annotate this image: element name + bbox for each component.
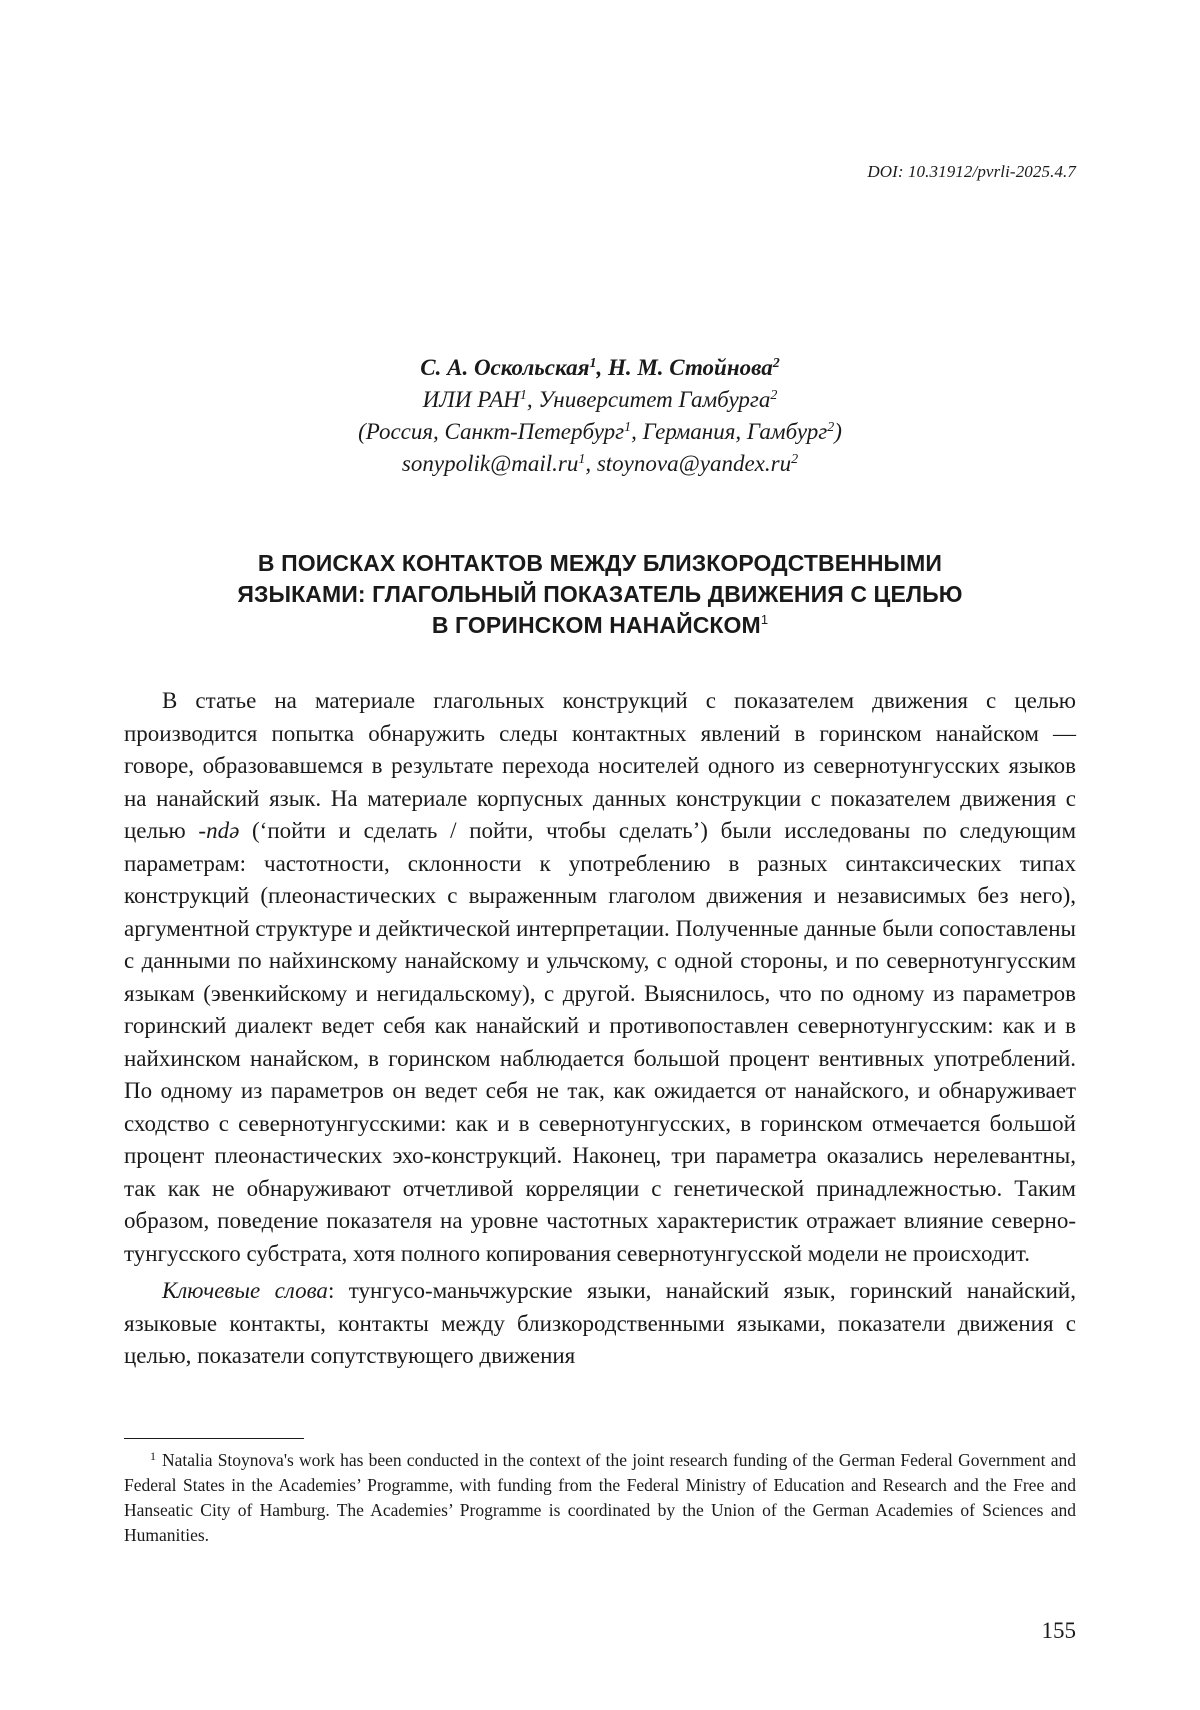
keywords-label: Ключевые слова bbox=[162, 1278, 328, 1303]
affiliation-2: Университет Гамбурга bbox=[538, 387, 771, 412]
footnote-rule bbox=[124, 1438, 304, 1439]
footnote bbox=[124, 1448, 1076, 1548]
affiliation-1: ИЛИ РАН bbox=[422, 387, 520, 412]
footnote-mark: 1 bbox=[150, 1449, 156, 1463]
location-2-mark: 2 bbox=[827, 420, 835, 435]
location-mid: , Германия, Гамбург bbox=[631, 419, 828, 444]
affiliation-1-mark: 1 bbox=[519, 388, 527, 403]
email-1-mark: 1 bbox=[578, 452, 586, 467]
title-footnote-mark: 1 bbox=[760, 612, 769, 627]
author-names bbox=[0, 352, 1200, 384]
abstract-text-1: В статье на материале глагольных конструкций с показателем движения с целью производится попытка обнаружить следы контактных явлений в горинском нанайском — говоре, образовавшемся в результате перехода носителей одного из севернотунгусских языков на нанайский язык. На материале корпусных данных конструкции с показателем движения с целью bbox=[124, 688, 1076, 843]
doi: DOI: 10.31912/pvrli-2025.4.7 bbox=[867, 162, 1076, 181]
page-number: 155 bbox=[1041, 1618, 1076, 1643]
location-close: ) bbox=[834, 419, 842, 444]
author-1-mark: 1 bbox=[589, 356, 597, 371]
author-2-name: Н. М. Стойнова bbox=[607, 355, 773, 380]
abstract-text-2: (‘пойти и сделать / пойти, чтобы сделать’) были исследованы по следующим параметрам: частотности, склонности к употреблению в разных синтаксических типах конструкций (плеонастических с выраженным глаголом движения и независимых без него), аргументной структуре и дейктической интерпретации. Полученные данные были сопоставлены с данными по найхинскому нанайскому и ульчскому, с одной стороны, и по севернотунгусским языкам (эвенкийскому и негидальскому), с другой. Выяснилось, что по одному из параметров горинский диалект ведет себя как нанайский и противопоставлен севернотунгусским: как и в найхинском нанайском, в горинском наблюдается большой процент вентивных употреблений. По одному из параметров он ведет себя не так, как ожидается от нанайского, и обнаруживает сходство с севернотунгусскими: как и в севернотунгусских, в горинском отмечается большой процент плеонастических эхо-конструкций. Наконец, три параметра оказались нерелевантны, так как не обнаруживают отчетливой корреляции с генетической принадлежностью. Таким образом, поведение показателя на уровне частотных характеристик отражает влияние севернотунгусского субстрата, хотя полного копирования севернотунгусской модели не происходит. bbox=[124, 818, 1076, 1266]
email-2: stoynova@yandex.ru bbox=[596, 451, 792, 476]
title-line-3-wrap bbox=[0, 610, 1200, 641]
authors-block bbox=[0, 352, 1200, 480]
locations bbox=[0, 416, 1200, 448]
author-1-name: С. А. Оскольская bbox=[420, 355, 590, 380]
author-separator: , bbox=[596, 355, 608, 380]
footnote-text: Natalia Stoynova's work has been conducted in the context of the joint research funding of the German Federal Government and Federal States in the Academies’ Programme, with funding from the Federal Ministry of Education and Research and the Free and Hanseatic City of Hamburg. The Academies’ Programme is coordinated by the Union of the German Academies of Sciences and Humanities. bbox=[124, 1450, 1076, 1545]
emails bbox=[0, 448, 1200, 480]
author-2-mark: 2 bbox=[772, 356, 780, 371]
abstract bbox=[124, 685, 1076, 1373]
abstract-paragraph bbox=[124, 685, 1076, 1270]
affiliation-separator: , bbox=[526, 387, 539, 412]
title-line-2: ЯЗЫКАМИ: ГЛАГОЛЬНЫЙ ПОКАЗАТЕЛЬ ДВИЖЕНИЯ С ЦЕЛЬЮ bbox=[237, 581, 963, 607]
email-1: sonypolik@mail.ru bbox=[401, 451, 579, 476]
location-open: (Россия, Санкт-Петербург bbox=[358, 419, 625, 444]
location-1-mark: 1 bbox=[624, 420, 632, 435]
article-title bbox=[0, 548, 1200, 641]
title-line-1: В ПОИСКАХ КОНТАКТОВ МЕЖДУ БЛИЗКОРОДСТВЕННЫМИ bbox=[257, 550, 943, 576]
email-2-mark: 2 bbox=[791, 452, 799, 467]
suffix-marker: -ndə bbox=[198, 818, 240, 843]
keywords-text: : тунгусо-маньчжурские языки, нанайский язык, горинский нанайский, языковые контакты, контакты между близкородственными языками, показатели движения с целью, показатели сопутствующего движения bbox=[124, 1278, 1076, 1368]
email-separator: , bbox=[585, 451, 597, 476]
affiliation-2-mark: 2 bbox=[770, 388, 778, 403]
keywords-paragraph bbox=[124, 1275, 1076, 1373]
footnote-paragraph bbox=[124, 1448, 1076, 1548]
title-line-3: В ГОРИНСКОМ НАНАЙСКОМ bbox=[431, 612, 761, 638]
affiliations bbox=[0, 384, 1200, 416]
